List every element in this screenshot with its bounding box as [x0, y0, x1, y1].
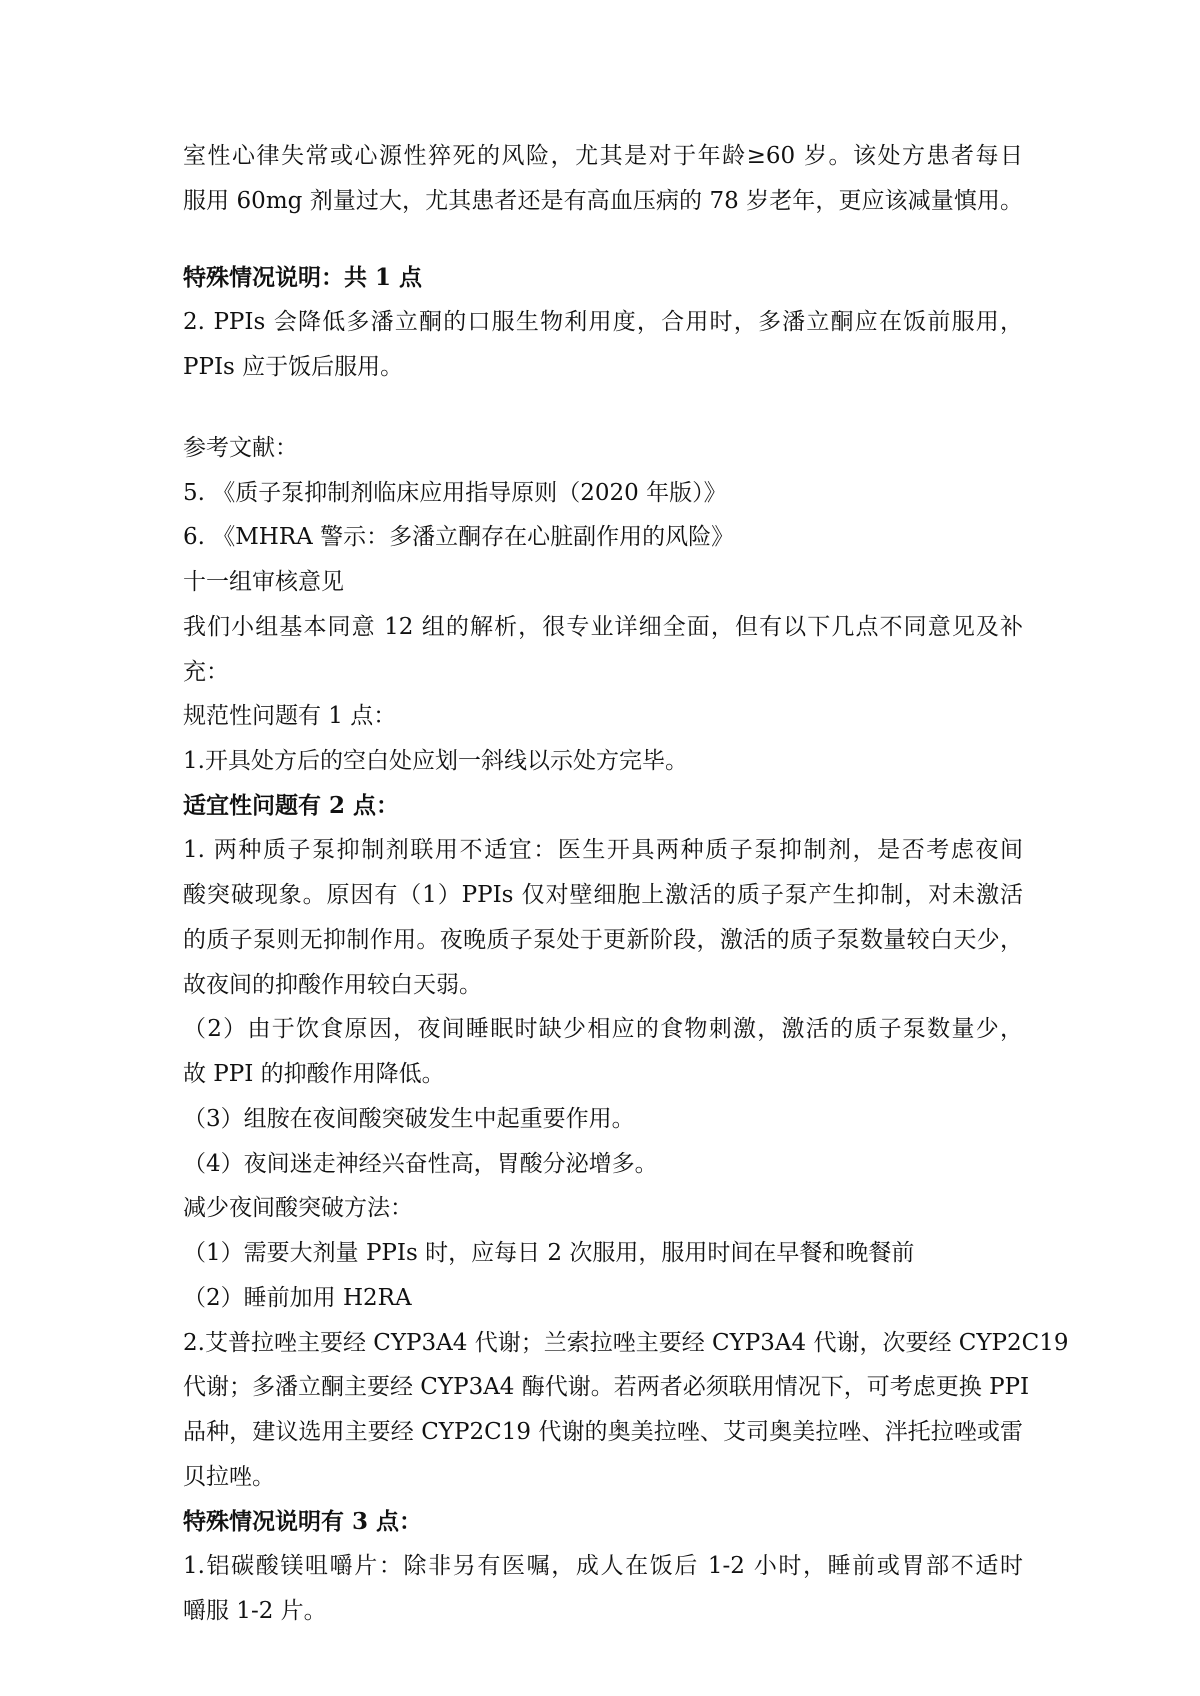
section-heading: 特殊情况说明：共 1 点 [183, 264, 423, 291]
paragraph-line: 的质子泵则无抑制作用。夜晚质子泵处于更新阶段，激活的质子泵数量较白天少， [183, 927, 1023, 953]
paragraph-line: （1）需要大剂量 PPIs 时，应每日 2 次服用，服用时间在早餐和晚餐前 [183, 1240, 915, 1266]
paragraph-line: 1.铝碳酸镁咀嚼片：除非另有医嘱，成人在饭后 1-2 小时，睡前或胃部不适时 [183, 1553, 1023, 1579]
paragraph-line: 嚼服 1-2 片。 [183, 1598, 327, 1624]
paragraph-line: 规范性问题有 1 点： [183, 703, 397, 729]
paragraph-line: 酸突破现象。原因有（1）PPIs 仅对壁细胞上激活的质子泵产生抑制，对未激活 [183, 882, 1023, 908]
paragraph-line: 5. 《质子泵抑制剂临床应用指导原则（2020 年版）》 [183, 480, 727, 506]
paragraph-line: 我们小组基本同意 12 组的解析，很专业详细全面，但有以下几点不同意见及补 [183, 614, 1023, 640]
paragraph-line: （2）睡前加用 H2RA [183, 1285, 412, 1311]
paragraph-line: 减少夜间酸突破方法： [183, 1195, 413, 1221]
paragraph-line: （2）由于饮食原因，夜间睡眠时缺少相应的食物刺激，激活的质子泵数量少， [183, 1016, 1023, 1042]
paragraph-line: 服用 60mg 剂量过大，尤其患者还是有高血压病的 78 岁老年，更应该减量慎用。 [183, 188, 1023, 214]
paragraph-line: （4）夜间迷走神经兴奋性高，胃酸分泌增多。 [183, 1151, 658, 1177]
paragraph-line: 十一组审核意见 [183, 569, 344, 595]
paragraph-line: 故 PPI 的抑酸作用降低。 [183, 1061, 445, 1087]
paragraph-line: 室性心律失常或心源性猝死的风险，尤其是对于年龄≥60 岁。该处方患者每日 [183, 143, 1023, 169]
paragraph-line: 6. 《MHRA 警示：多潘立酮存在心脏副作用的风险》 [183, 524, 735, 550]
section-heading: 特殊情况说明有 3 点： [183, 1508, 423, 1535]
paragraph-line: 代谢；多潘立酮主要经 CYP3A4 酶代谢。若两者必须联用情况下，可考虑更换 PPI [183, 1374, 1030, 1400]
paragraph-line: 2.艾普拉唑主要经 CYP3A4 代谢；兰索拉唑主要经 CYP3A4 代谢，次要经 CYP2C19 [183, 1330, 1069, 1356]
paragraph-line: 故夜间的抑酸作用较白天弱。 [183, 972, 482, 998]
paragraph-line: 1. 两种质子泵抑制剂联用不适宜：医生开具两种质子泵抑制剂，是否考虑夜间 [183, 837, 1023, 863]
paragraph-line: 2. PPIs 会降低多潘立酮的口服生物利用度，合用时，多潘立酮应在饭前服用， [183, 309, 1023, 335]
section-heading: 适宜性问题有 2 点： [183, 792, 400, 819]
paragraph-line: 1.开具处方后的空白处应划一斜线以示处方完毕。 [183, 748, 688, 774]
paragraph-line: PPIs 应于饭后服用。 [183, 354, 404, 380]
paragraph-line: 贝拉唑。 [183, 1464, 275, 1490]
paragraph-line: 充： [183, 659, 229, 685]
paragraph-line: 品种，建议选用主要经 CYP2C19 代谢的奥美拉唑、艾司奥美拉唑、泮托拉唑或雷 [183, 1419, 1023, 1445]
paragraph-line: （3）组胺在夜间酸突破发生中起重要作用。 [183, 1106, 635, 1132]
paragraph-line: 参考文献： [183, 435, 298, 461]
document-page [183, 0, 1069, 1696]
